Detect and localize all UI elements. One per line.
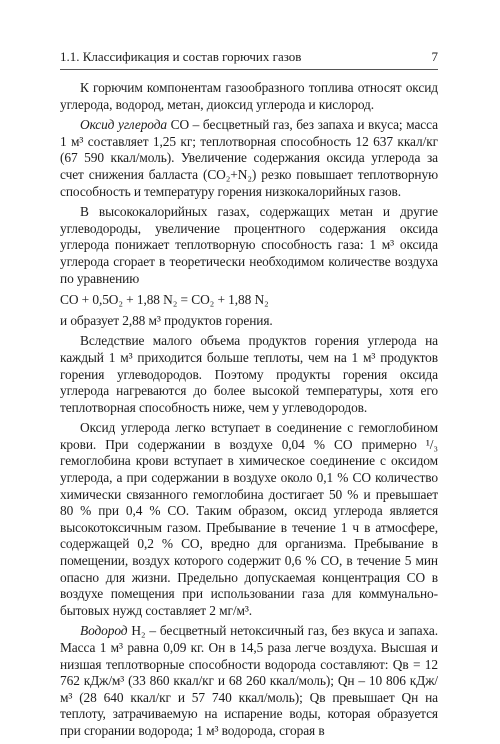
formula-text: CO + 0,5O₂ + 1,88 N₂ = CO₂ + 1,88 N₂ [60, 292, 269, 308]
paragraph-lead: Оксид углерода [80, 117, 167, 133]
paragraph-text: В высококалорийных газах, содержащих метан и другие углеводороды, увеличение процентного содержания оксида углерода понижает теплотворную способность газа: 1 м³ оксида углерода сгорает в теоретически необходимом количестве воздуха по уравнению [60, 204, 438, 286]
paragraph [60, 623, 438, 739]
page-number: 7 [431, 49, 438, 64]
paragraph-lead: Водород [80, 623, 128, 639]
paragraph-text: и образует 2,88 м³ продуктов горения. [60, 312, 273, 328]
paragraph [60, 333, 438, 416]
header-rule [60, 69, 438, 70]
section-title: 1.1. Классификация и состав горючих газов [60, 49, 302, 64]
paragraph-text: К горючим компонентам газообразного топлива относят оксид углерода, водород, метан, диоксид углерода и кислород. [60, 80, 438, 112]
body-text [60, 80, 438, 744]
paragraph [60, 420, 438, 619]
paragraph-text: CO – бесцветный газ, без запаха и вкуса; масса 1 м³ составляет 1,25 кг; теплотворная способность 12 637 ккал/кг (67 590 ккал/моль). Увеличение содержания оксида углерода за счет снижения балласта (CO₂+N₂) резко повышает теплотворную способность и температуру горения низкокалорийных газов. [60, 117, 438, 199]
paragraph-text: Вследствие малого объема продуктов горения углерода на каждый 1 м³ приходится больше теплоты, чем на 1 м³ продуктов горения углеводородов. Поэтому продукты горения оксида углерода нагреваются до более высокой температуры, хотя его теплотворная способность ниже, чем у углеводородов. [60, 333, 438, 415]
formula [60, 292, 438, 309]
paragraph [60, 313, 438, 330]
paragraph-text: Оксид углерода легко вступает в соединение с гемоглобином крови. При содержании в воздухе 0,04 % CO примерно ¹/₃ гемоглобина крови вступает в химическое соединение с оксидом углерода, а при содержании в воздухе около 0,1 % CO количество химически связанного гемоглобина достигает 50 % и превышает 80 % при 0,4 % CO. Таким образом, оксид углерода является высокотоксичным газом. Пребывание в течение 1 ч в атмосфере, содержащей 0,2 % CO, вредно для организма. Пребывание в помещении, воздух которого содержит 0,6 % CO, в течение 5 мин опасно для жизни. Предельно допускаемая концентрация CO в воздухе помещения при использовании газа для коммунально-бытовых нужд составляет 2 мг/м³. [60, 420, 438, 618]
paragraph [60, 80, 438, 113]
paragraph-text: H₂ – бесцветный нетоксичный газ, без вкуса и запаха. Масса 1 м³ равна 0,09 кг. Он в 14,5 раза легче воздуха. Высшая и низшая теплотворные способности водорода составляют: Qв = 12 762 кДж/м³ (33 860 ккал/кг и 68 260 ккал/моль); Qн – 10 806 кДж/м³ (28 640 ккал/кг и 57 740 ккал/моль); Qв превышает Qн на теплоту, затрачиваемую на испарение воды, которая образуется при сгорании водорода; 1 м³ водорода, сгорая в [60, 623, 438, 738]
paragraph [60, 204, 438, 287]
paragraph [60, 117, 438, 200]
running-header [60, 47, 438, 67]
